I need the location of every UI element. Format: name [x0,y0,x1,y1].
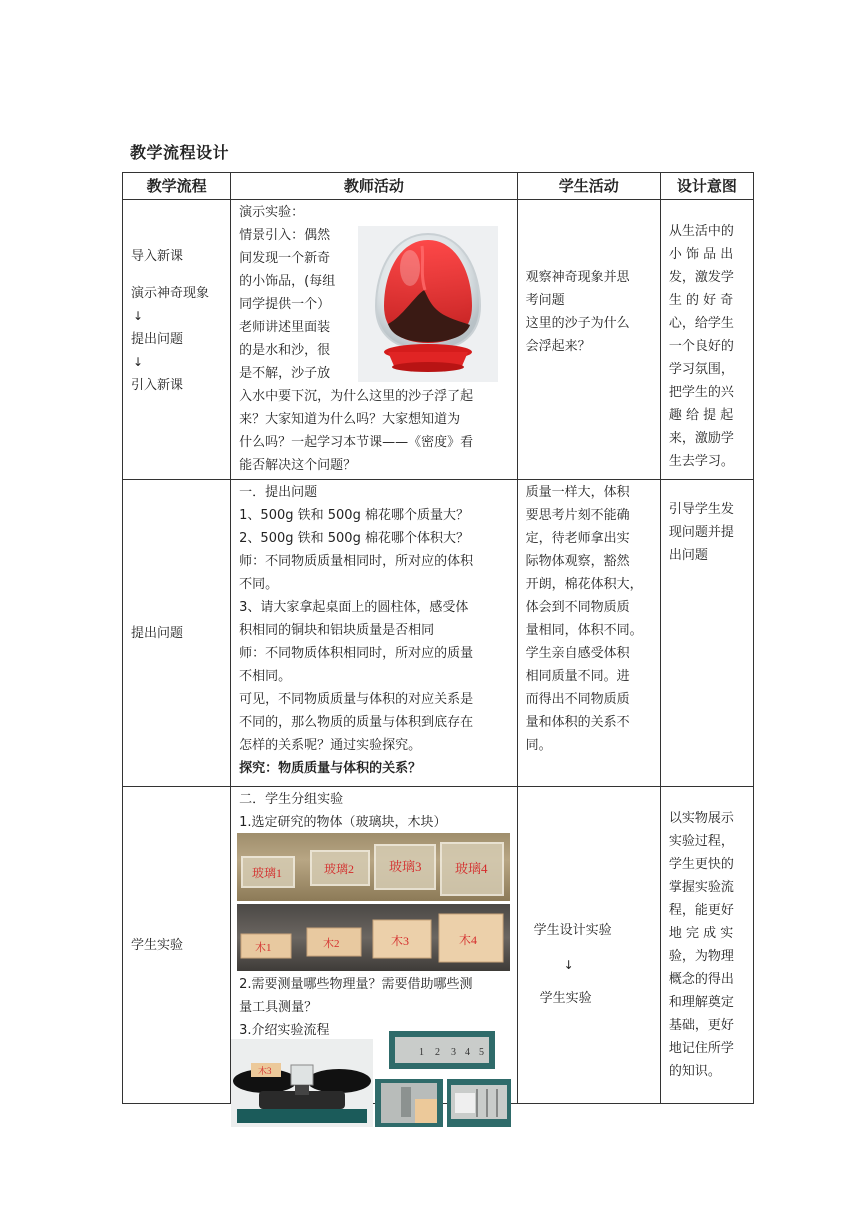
flow-step: 导入新课 [131,249,184,264]
teacher-cell [231,200,517,480]
teacher-cell [231,480,517,787]
student-line: 质量一样大，体积 [525,485,630,500]
teacher-line: 不同。 [239,577,279,592]
intent-line: 小 饰 品 出 [668,247,734,262]
section-title: 教学流程设计 [130,143,230,162]
teacher-line: 什么吗？一起学习本节课——《密度》看 [239,435,474,450]
intent-line: 趣 给 提 起 [668,408,734,423]
teacher-line: 师：不同物质体积相同时，所对应的质量 [239,646,474,661]
teacher-line: 3、请大家拿起桌面上的圆柱体，感受体 [239,600,469,615]
intent-line: 概念的得出 [668,972,734,987]
wood-label: 木4 [459,933,478,947]
student-line: 要思考片刻不能确 [525,508,630,523]
intent-line: 的知识。 [668,1064,721,1079]
teacher-line: 不相同。 [239,669,292,684]
caliper-photo [375,1079,443,1127]
student-cell [517,200,660,480]
intent-line: 现问题并提 [668,525,734,540]
teacher-line: 同学提供一个） [239,297,331,312]
student-line: 这里的沙子为什么 [525,316,630,331]
intent-line: 实验过程， [668,834,734,849]
teacher-line: 不同的，那么物质的质量与体积到底存在 [239,715,474,730]
intent-line: 地 完 成 实 [668,926,734,941]
student-line: 会浮起来？ [525,339,591,354]
student-line: 体会到不同物质质 [525,600,630,615]
glass-label: 玻璃2 [324,862,355,876]
teacher-line: 1.选定研究的物体（玻璃块，木块） [239,815,447,830]
student-line: 同。 [525,738,552,753]
flow-step: 提出问题 [131,625,184,641]
wood-label: 木2 [323,938,340,950]
student-line: 而得出不同物质质 [525,692,630,707]
intent-line: 生 的 好 奇 [668,293,734,308]
ruler-photo [447,1079,511,1127]
intent-line: 掌握实验流 [668,880,734,895]
header-student: 学生活动 [517,173,660,200]
intent-line: 把学生的兴 [668,385,734,400]
flow-step: 演示神奇现象 [131,286,210,301]
student-line: 定，待老师拿出实 [525,531,630,546]
student-line: 量和体积的关系不 [525,715,630,730]
intent-line: 地记住所学 [668,1041,734,1056]
header-intent: 设计意图 [660,173,753,200]
intent-line: 引导学生发 [668,502,734,517]
glass-label: 玻璃1 [252,866,283,880]
inquiry-question: 探究：物质质量与体积的关系？ [239,761,422,776]
intent-cell [660,200,753,480]
down-arrow-icon: ↓ [133,355,144,369]
intent-line: 从生活中的 [668,224,734,239]
table-row [123,787,754,1104]
student-line: 考问题 [525,293,565,308]
student-line: 开朗，棉花体积大， [525,577,643,592]
flow-cell [123,200,231,480]
intent-line: 出问题 [668,548,708,563]
teacher-line: 积相同的铜块和铝块质量是否相同 [239,623,435,638]
teacher-line: 2、500g 铁和 500g 棉花哪个体积大？ [239,531,469,546]
table-row [123,200,754,480]
teacher-line: 师：不同物质质量相同时，所对应的体积 [239,554,474,569]
glass-blocks-photo [237,833,510,901]
down-arrow-icon: ↓ [563,958,574,972]
intent-line: 来，激励学 [668,431,734,446]
teacher-cell [231,787,517,1104]
sand-lamp-photo [358,226,498,382]
student-line: 观察神奇现象并思 [525,270,630,285]
intent-line: 发，激发学 [668,270,734,285]
teacher-line: 演示实验： [239,205,305,220]
teacher-line: 情景引入：偶然 [239,228,331,243]
student-line: 量相同，体积不同。 [525,623,643,638]
ruler-digit: 2 [435,1047,441,1058]
teacher-line: 一．提出问题 [239,485,318,500]
intent-line: 心，给学生 [668,316,734,331]
teacher-line: 怎样的关系呢？通过实验探究。 [239,738,422,753]
wood-label: 木3 [391,934,410,948]
intent-line: 程，能更好 [668,903,734,918]
intent-line: 学生更快的 [668,857,734,872]
intent-cell [660,480,753,787]
ruler-digit: 1 [419,1047,425,1058]
teacher-line: 入水中要下沉，为什么这里的沙子浮了起 [239,389,474,404]
student-step: 学生实验 [539,991,592,1006]
glass-label: 玻璃4 [455,861,488,876]
teacher-line: 来？大家知道为什么吗？大家想知道为 [239,412,461,427]
flow-cell [123,787,231,1104]
student-line: 相同质量不同。进 [525,669,630,684]
teacher-line: 可见，不同物质质量与体积的对应关系是 [239,692,474,707]
student-line: 学生亲自感受体积 [525,646,630,661]
table-row [123,480,754,787]
intent-line: 一个良好的 [668,339,734,354]
header-row [123,173,754,200]
glass-label: 玻璃3 [389,859,422,874]
teacher-line: 老师讲述里面装 [239,320,331,335]
student-cell [517,787,660,1104]
wood-blocks-photo [237,904,510,971]
flow-cell [123,480,231,787]
intent-line: 基础，更好 [668,1018,734,1033]
intent-line: 和理解奠定 [668,995,734,1010]
intent-line: 学习氛围， [668,362,734,377]
teacher-line: 3.介绍实验流程 [239,1023,330,1038]
flow-step: 引入新课 [131,378,184,393]
balance-photo [231,1039,373,1127]
header-flow: 教学流程 [123,173,231,200]
intent-line: 以实物展示 [668,811,734,826]
teacher-line: 间发现一个新奇 [239,251,331,266]
intent-cell [660,787,753,1104]
teaching-flow-table [122,172,754,1104]
teacher-line: 是不解，沙子放 [239,366,331,381]
student-step: 学生设计实验 [533,923,612,938]
ruler-photo [389,1031,495,1069]
flow-step: 学生实验 [131,937,184,953]
teacher-line: 能否解决这个问题？ [239,458,357,473]
header-teacher: 教师活动 [231,173,517,200]
flow-step: 提出问题 [131,332,184,347]
balance-block-label: 木3 [258,1066,272,1076]
ruler-digit: 4 [465,1047,471,1058]
ruler-digit: 3 [451,1047,457,1058]
wood-label: 木1 [255,942,272,954]
student-line: 际物体观察，豁然 [525,554,630,569]
intent-line: 验，为物理 [668,949,734,964]
student-cell [517,480,660,787]
teacher-line: 二．学生分组实验 [239,792,344,807]
ruler-digit: 5 [479,1047,485,1058]
teacher-line: 1、500g 铁和 500g 棉花哪个质量大？ [239,508,469,523]
sand-lamp-illustration [358,226,498,382]
teacher-line: 的小饰品，(每组 [239,274,336,289]
teacher-line: 量工具测量？ [239,1000,318,1015]
down-arrow-icon: ↓ [133,309,144,323]
intent-line: 生去学习。 [668,454,734,469]
teacher-line: 的是水和沙，很 [239,343,331,358]
teacher-line: 2.需要测量哪些物理量？需要借助哪些测 [239,977,473,992]
